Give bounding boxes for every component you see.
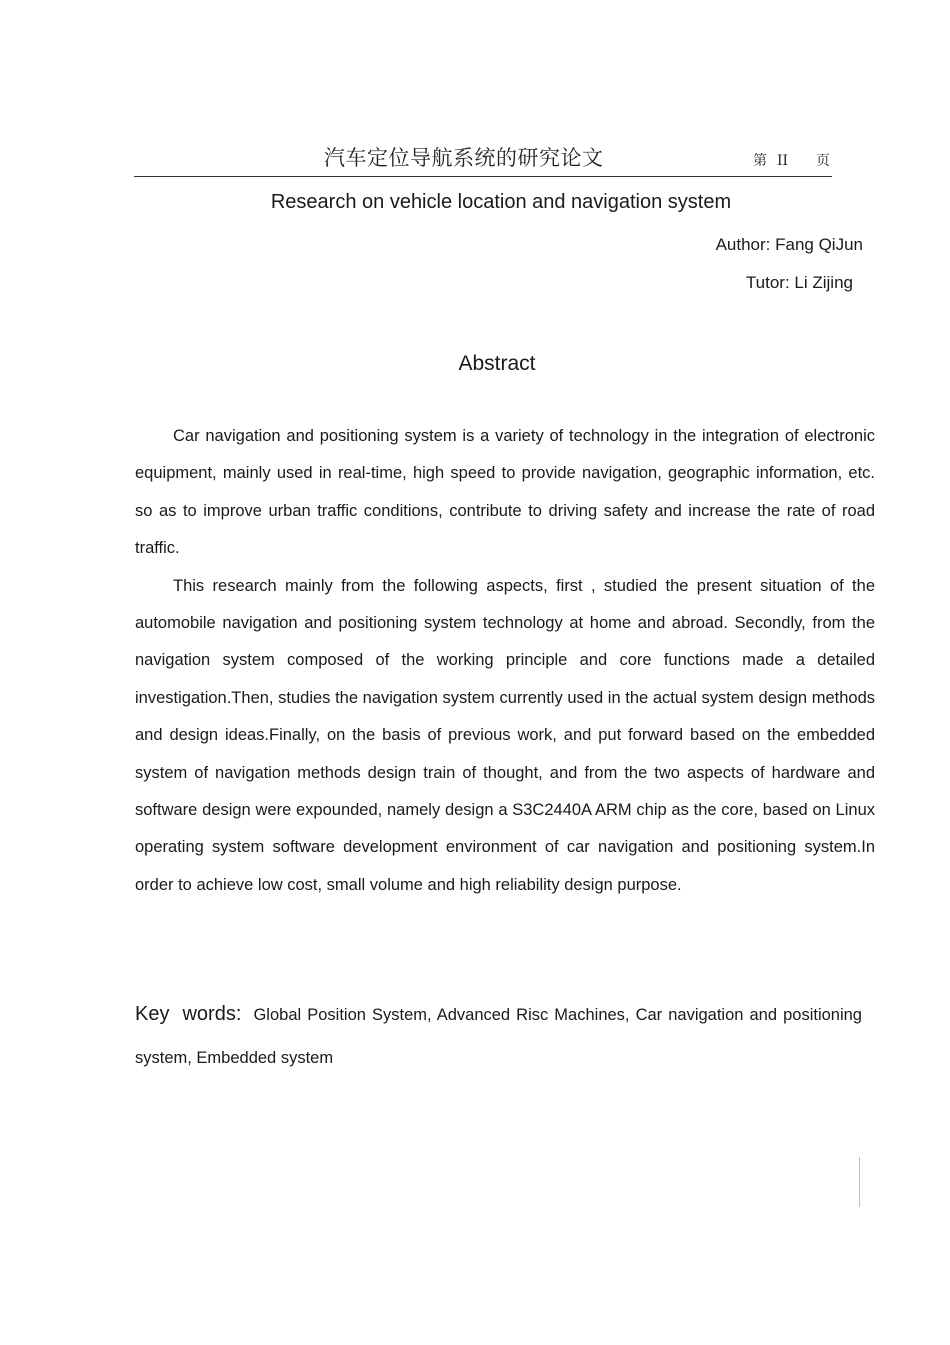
abstract-paragraph: This research mainly from the following aspects, first , studied the present situation of the automobile navigation and positioning system technology at home and abroad. Secondly, from the navigation system composed of the working principle and core functions made a detailed investigation.Then, studies the navigation system currently used in the actual system design methods and design ideas.Finally, on the basis of previous work, and put forward based on the embedded system of navigation methods design train of thought, and from the two aspects of hardware and software design were expounded, namely design a S3C2440A ARM chip as the core, based on Linux operating system software development environment of car navigation and positioning system.In order to achieve low cost, small volume and high reliability design purpose.: [135, 576, 875, 894]
tutor-line: Tutor: Li Zijing: [745, 273, 853, 292]
keywords-label: Key words:: [135, 1003, 242, 1025]
page-prefix: 第: [752, 153, 767, 169]
abstract-body: [135, 418, 875, 904]
page-number: II: [776, 153, 788, 169]
margin-divider: [859, 1157, 860, 1207]
page-indicator: [753, 150, 830, 170]
abstract-heading: Abstract: [458, 352, 536, 375]
paper-title: Research on vehicle location and navigation system: [270, 191, 732, 213]
page-suffix: 页: [816, 153, 830, 169]
keywords-text: Global Position System, Advanced Risc Machines, Car navigation and positioning system, Embedded system: [135, 1006, 862, 1067]
author-line: Author: Fang QiJun: [715, 235, 863, 254]
abstract-paragraph: Car navigation and positioning system is a variety of technology in the integration of electronic equipment, mainly used in real-time, high speed to provide navigation, geographic information, etc. so as to improve urban traffic conditions, contribute to driving safety and increase the rate of road traffic.: [135, 427, 875, 558]
header-title: 汽车定位导航系统的研究论文: [324, 146, 604, 170]
keywords-section: [135, 993, 862, 1080]
page-header: [134, 140, 832, 177]
